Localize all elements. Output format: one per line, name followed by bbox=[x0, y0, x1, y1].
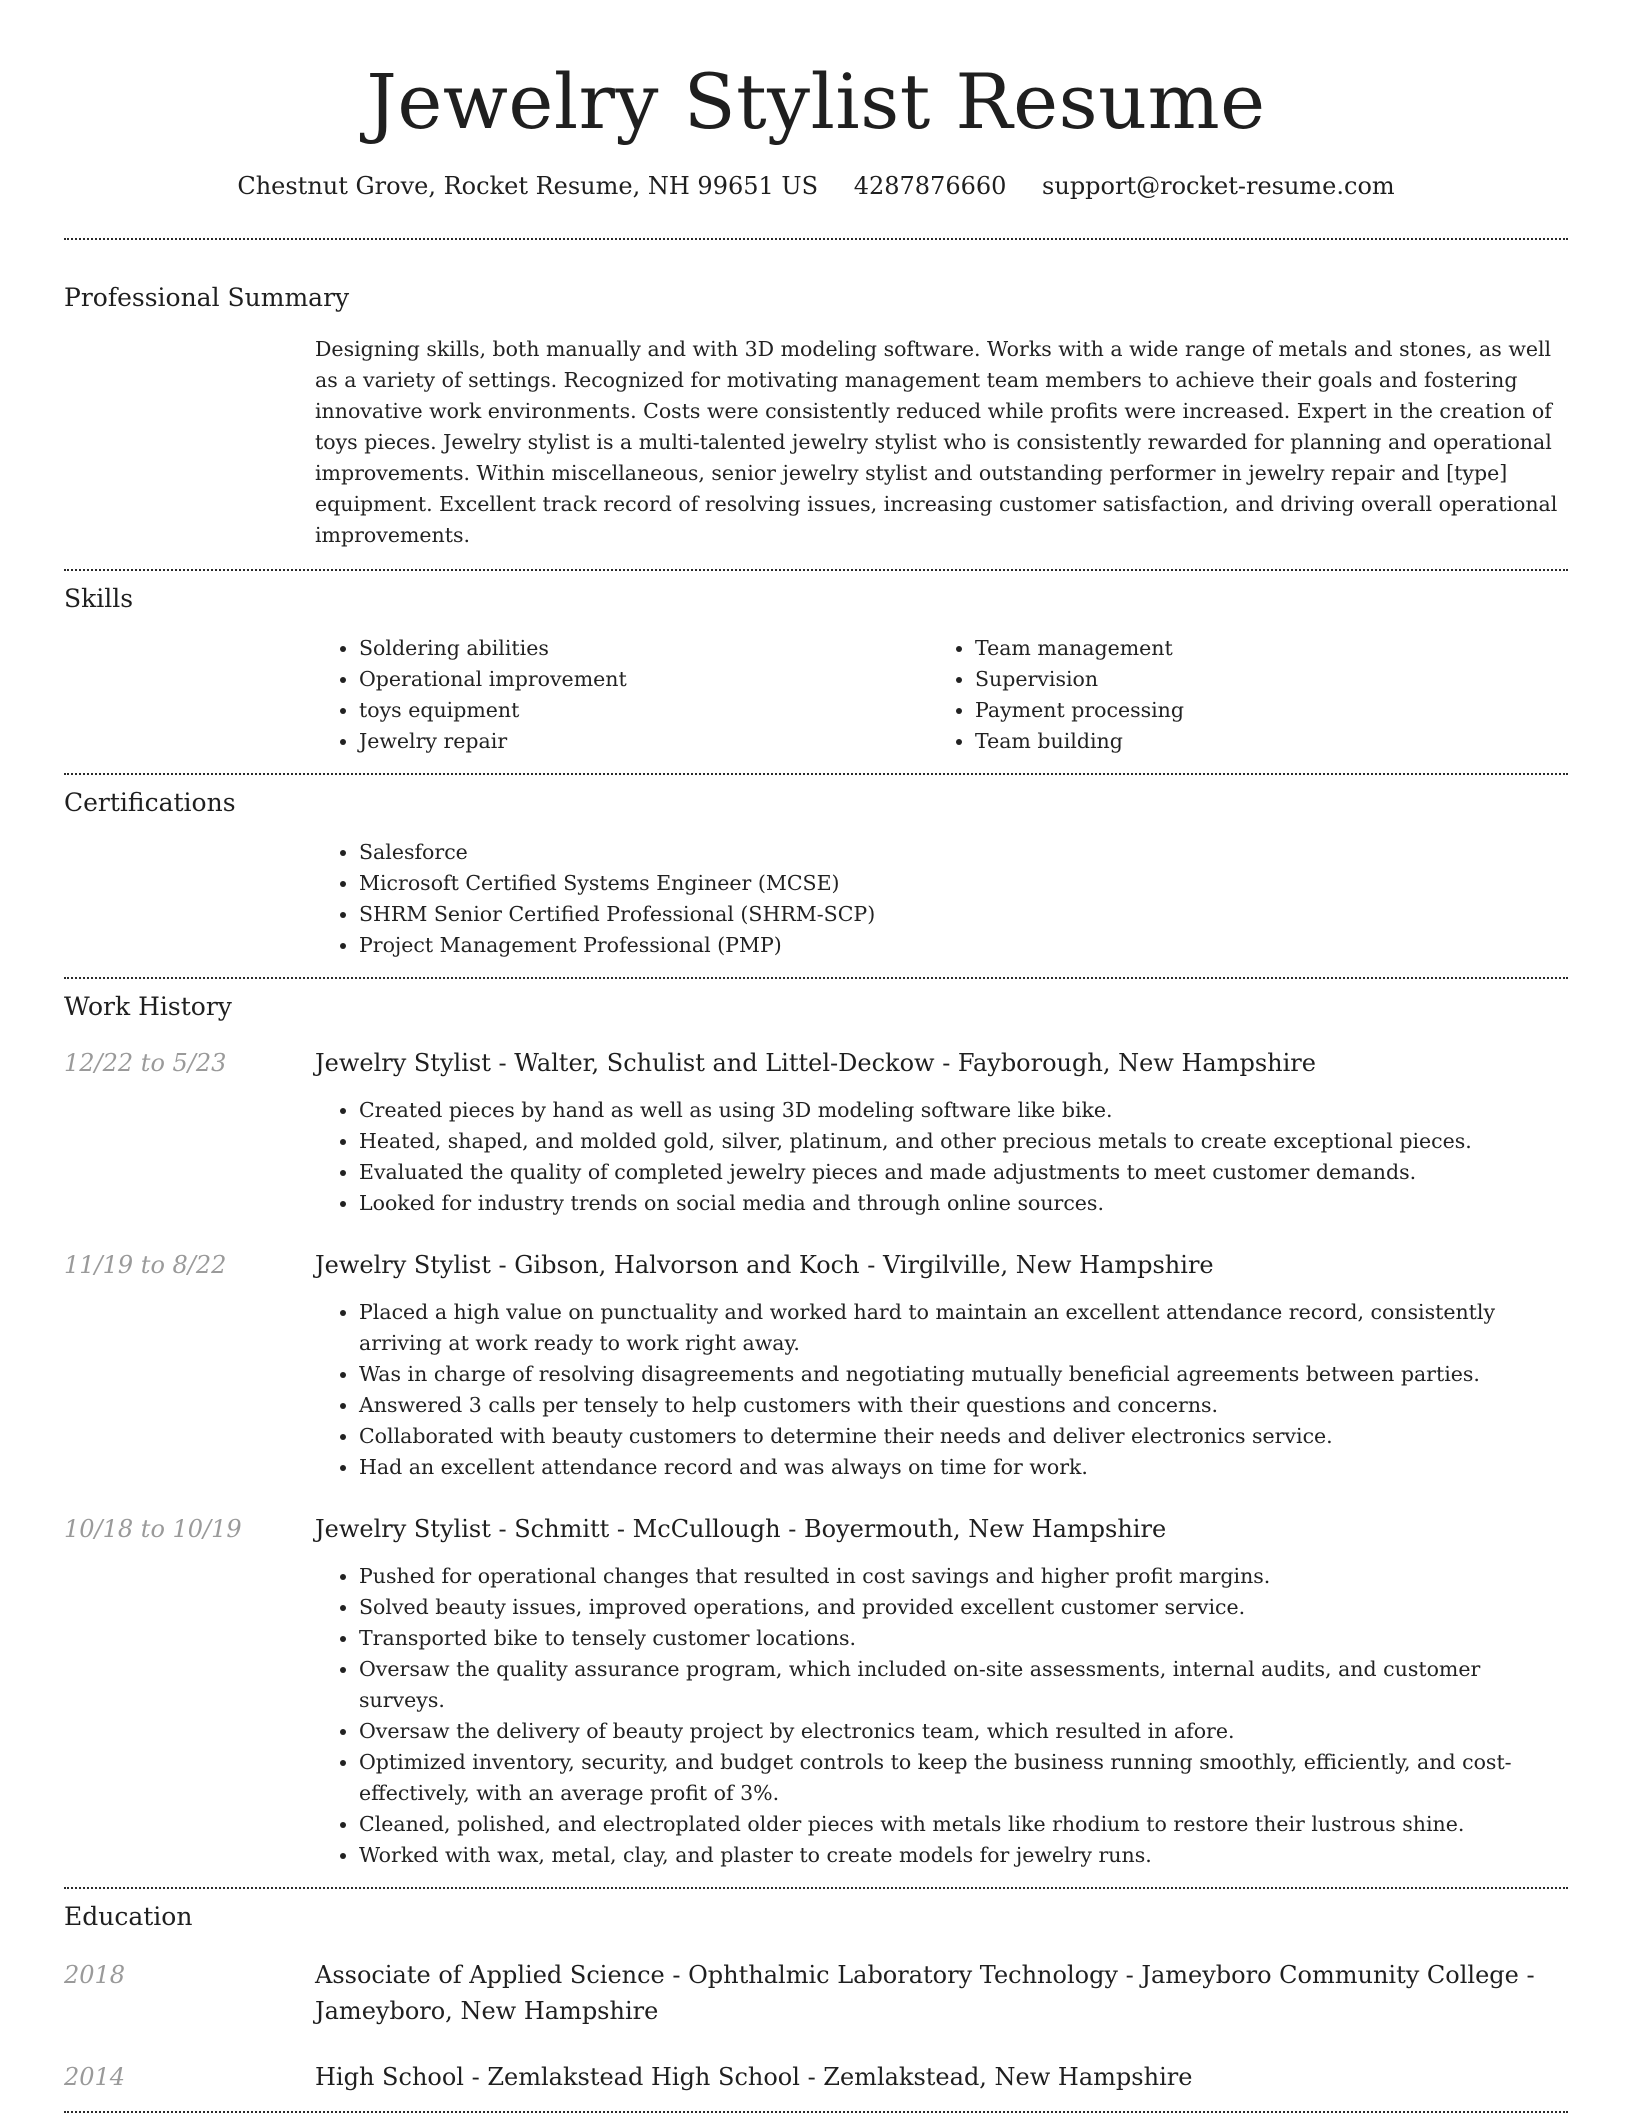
skills-list bbox=[315, 633, 1568, 757]
job-bullet: • Cleaned, polished, and electroplated older pieces with metals like rhodium to restore their lustrous shine. bbox=[359, 1809, 1568, 1840]
summary-heading: Professional Summary bbox=[64, 283, 350, 312]
skill-item: • Soldering abilities bbox=[359, 633, 931, 664]
job-bullets bbox=[315, 1297, 1568, 1483]
section-divider bbox=[64, 569, 1568, 571]
certifications-list bbox=[315, 837, 1568, 961]
job-bullet: • Evaluated the quality of completed jewelry pieces and made adjustments to meet customer demands. bbox=[359, 1157, 1568, 1188]
skill-item: • toys equipment bbox=[359, 695, 931, 726]
job-bullet: • Answered 3 calls per tensely to help customers with their questions and concerns. bbox=[359, 1390, 1568, 1421]
skills-heading: Skills bbox=[64, 584, 134, 613]
certifications-heading: Certifications bbox=[64, 788, 236, 817]
education-year: 2014 bbox=[64, 2063, 126, 2091]
job-entry bbox=[64, 1513, 1568, 1871]
job-bullet: • Looked for industry trends on social media and through online sources. bbox=[359, 1188, 1568, 1219]
job-dates: 10/18 to 10/19 bbox=[64, 1515, 242, 1543]
skill-item: • Team building bbox=[975, 726, 1547, 757]
job-details: - Walter, Schulist and Littel-Deckow - Fayborough, New Hampshire bbox=[490, 1049, 1316, 1077]
job-title: Jewelry Stylist bbox=[315, 1251, 491, 1279]
skills-column-left bbox=[315, 633, 931, 757]
education-entry bbox=[64, 1957, 1568, 2029]
job-bullet: • Had an excellent attendance record and was always on time for work. bbox=[359, 1452, 1568, 1483]
contact-email: support@rocket-resume.com bbox=[1042, 172, 1395, 200]
education-year: 2018 bbox=[64, 1961, 126, 1989]
job-bullet: • Worked with wax, metal, clay, and plaster to create models for jewelry runs. bbox=[359, 1840, 1568, 1871]
job-header bbox=[64, 1047, 1568, 1079]
job-bullets bbox=[315, 1561, 1568, 1871]
job-bullet: • Collaborated with beauty customers to determine their needs and deliver electronics service. bbox=[359, 1421, 1568, 1452]
job-entry bbox=[64, 1047, 1568, 1219]
job-entry bbox=[64, 1249, 1568, 1483]
resume-page bbox=[64, 0, 1568, 2113]
certification-item: • SHRM Senior Certified Professional (SHRM-SCP) bbox=[359, 899, 1568, 930]
job-heading bbox=[315, 1513, 1166, 1545]
job-heading bbox=[315, 1249, 1214, 1281]
job-bullet: • Solved beauty issues, improved operations, and provided excellent customer service. bbox=[359, 1592, 1568, 1623]
job-bullet: • Optimized inventory, security, and budget controls to keep the business running smoothly, efficiently, and cost-effectively, with an average profit of 3%. bbox=[359, 1747, 1568, 1809]
job-bullets bbox=[315, 1095, 1568, 1219]
skill-item: • Jewelry repair bbox=[359, 726, 931, 757]
resume-title: Jewelry Stylist Resume bbox=[366, 57, 1266, 146]
job-header bbox=[64, 1249, 1568, 1281]
education-details: Associate of Applied Science - Ophthalmic Laboratory Technology - Jameyboro Community College - Jameyboro, New Hampshire bbox=[315, 1961, 1535, 2025]
section-divider bbox=[64, 977, 1568, 979]
education-heading: Education bbox=[64, 1902, 193, 1931]
work-history-heading: Work History bbox=[64, 992, 232, 1021]
contact-phone: 4287876660 bbox=[853, 172, 1007, 200]
skills-column-right bbox=[931, 633, 1547, 757]
contact-address: Chestnut Grove, Rocket Resume, NH 99651 US bbox=[237, 172, 819, 200]
job-bullet: • Oversaw the quality assurance program, which included on-site assessments, internal audits, and customer surveys. bbox=[359, 1654, 1568, 1716]
certification-item: • Microsoft Certified Systems Engineer (MCSE) bbox=[359, 868, 1568, 899]
job-title: Jewelry Stylist bbox=[315, 1515, 491, 1543]
job-bullet: • Was in charge of resolving disagreements and negotiating mutually beneficial agreements between parties. bbox=[359, 1359, 1568, 1390]
job-details: - Schmitt - McCullough - Boyermouth, New Hampshire bbox=[490, 1515, 1167, 1543]
job-bullet: • Pushed for operational changes that resulted in cost savings and higher profit margins. bbox=[359, 1561, 1568, 1592]
section-divider bbox=[64, 773, 1568, 775]
skill-item: • Supervision bbox=[975, 664, 1547, 695]
job-title: Jewelry Stylist bbox=[315, 1049, 491, 1077]
education-entry bbox=[64, 2059, 1568, 2095]
skill-item: • Operational improvement bbox=[359, 664, 931, 695]
certification-item: • Project Management Professional (PMP) bbox=[359, 930, 1568, 961]
contact-line bbox=[64, 170, 1568, 202]
job-header bbox=[64, 1513, 1568, 1545]
certification-item: • Salesforce bbox=[359, 837, 1568, 868]
job-bullet: • Created pieces by hand as well as using 3D modeling software like bike. bbox=[359, 1095, 1568, 1126]
job-dates: 12/22 to 5/23 bbox=[64, 1049, 227, 1077]
summary-text: Designing skills, both manually and with 3D modeling software. Works with a wide range of metals and stones, as well as a variety of settings. Recognized for motivating management team members to achieve their goals and fostering innovative work environments. Costs were consistently reduced while profits were increased. Expert in the creation of toys pieces. Jewelry stylist is a multi-talented jewelry stylist who is consistently rewarded for planning and operational improvements. Within miscellaneous, senior jewelry stylist and outstanding performer in jewelry repair and [type] equipment. Excellent track record of resolving issues, increasing customer satisfaction, and driving overall operational improvements. bbox=[315, 337, 1558, 547]
education-details: High School - Zemlakstead High School - Zemlakstead, New Hampshire bbox=[315, 2063, 1193, 2091]
job-bullet: • Heated, shaped, and molded gold, silver, platinum, and other precious metals to create exceptional pieces. bbox=[359, 1126, 1568, 1157]
job-heading bbox=[315, 1047, 1316, 1079]
job-bullet: • Transported bike to tensely customer locations. bbox=[359, 1623, 1568, 1654]
job-details: - Gibson, Halvorson and Koch - Virgilville, New Hampshire bbox=[490, 1251, 1214, 1279]
section-divider bbox=[64, 238, 1568, 240]
job-bullet: • Oversaw the delivery of beauty project by electronics team, which resulted in afore. bbox=[359, 1716, 1568, 1747]
skill-item: • Team management bbox=[975, 633, 1547, 664]
job-bullet: • Placed a high value on punctuality and worked hard to maintain an excellent attendance record, consistently arriving at work ready to work right away. bbox=[359, 1297, 1568, 1359]
job-dates: 11/19 to 8/22 bbox=[64, 1251, 227, 1279]
section-divider bbox=[64, 1887, 1568, 1889]
skill-item: • Payment processing bbox=[975, 695, 1547, 726]
